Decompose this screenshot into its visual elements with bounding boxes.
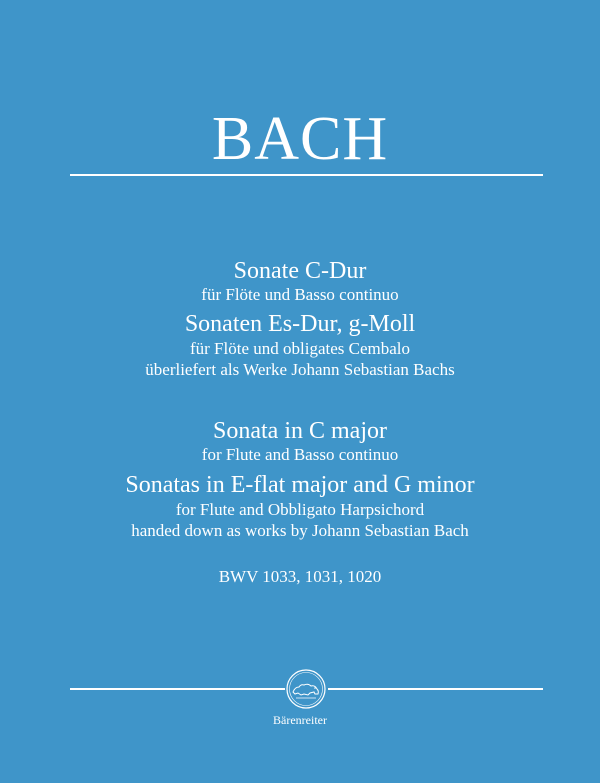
english-title-2: Sonatas in E-flat major and G minor (125, 472, 475, 498)
english-subtitle-2a: for Flute and Obbligato Harpsichord (175, 500, 425, 519)
composer-name: BACH (211, 105, 389, 173)
german-title-2: Sonaten Es-Dur, g-Moll (184, 311, 416, 337)
english-subtitle-2b: handed down as works by Johann Sebastian Bach (131, 521, 469, 540)
baerenreiter-bear-seal-icon (284, 667, 328, 711)
bottom-divider-right (328, 688, 543, 690)
bottom-divider-left (70, 688, 285, 690)
top-divider (70, 174, 543, 176)
german-subtitle-2b: überliefert als Werke Johann Sebastian Bachs (145, 360, 455, 379)
german-subtitle-1: für Flöte und Basso continuo (201, 285, 399, 304)
german-subtitle-2a: für Flöte und obligates Cembalo (189, 339, 411, 358)
english-subtitle-1: for Flute and Basso continuo (201, 445, 399, 464)
english-title-1: Sonata in C major (213, 418, 387, 444)
german-title-1: Sonate C-Dur (233, 258, 367, 284)
catalog-numbers: BWV 1033, 1031, 1020 (218, 567, 382, 586)
publisher-name: Bärenreiter (273, 713, 327, 727)
